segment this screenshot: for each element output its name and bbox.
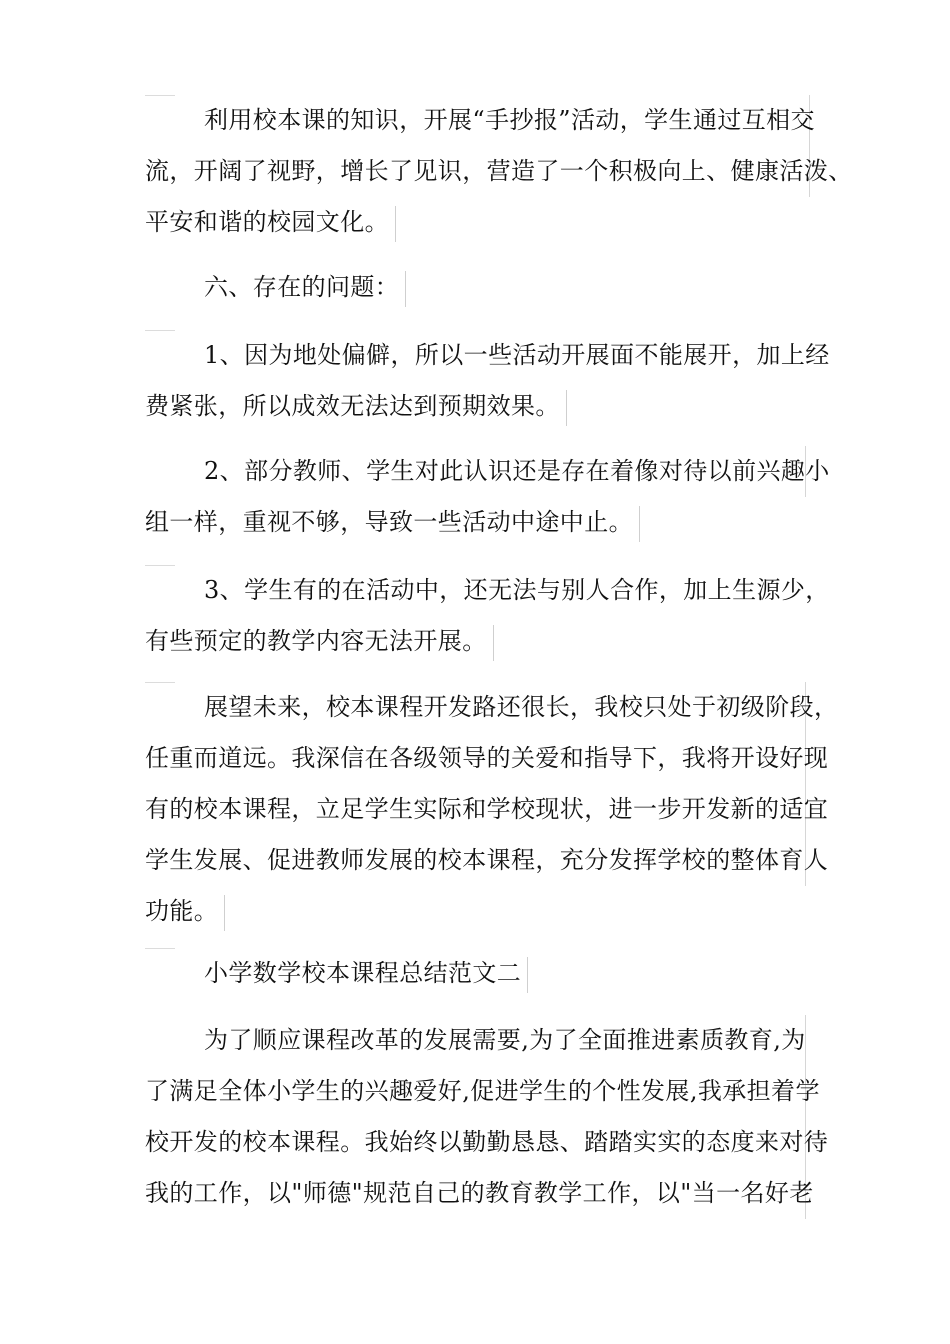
text-line: 平安和谐的校园文化。	[145, 197, 810, 248]
text-line: 六、存在的问题：	[145, 262, 810, 313]
paragraph	[145, 446, 830, 548]
text-line: 费紧张，所以成效无法达到预期效果。	[145, 381, 810, 432]
text-line: 1、因为地处偏僻，所以一些活动开展面不能展开，加上经	[204, 341, 830, 369]
text-line: 功能。	[145, 886, 810, 937]
paragraph	[145, 1015, 829, 1219]
text-line: 我的工作，以"师德"规范自己的教育教学工作，以"当一名好老	[145, 1179, 814, 1207]
section-title	[145, 948, 810, 999]
paragraph	[145, 95, 853, 248]
text-line: 小学数学校本课程总结范文二	[145, 948, 810, 999]
text-line: 为了顺应课程改革的发展需要,为了全面推进素质教育,为	[204, 1026, 806, 1054]
text-line: 组一样，重视不够，导致一些活动中途中止。	[145, 497, 810, 548]
paragraph	[145, 565, 830, 667]
text-line: 了满足全体小学生的兴趣爱好,促进学生的个性发展,我承担着学	[145, 1077, 820, 1105]
text-line: 学生发展、促进教师发展的校本课程，充分发挥学校的整体育人	[145, 846, 829, 874]
text-line: 展望未来，校本课程开发路还很长，我校只处于初级阶段，	[204, 693, 839, 721]
text-line: 校开发的校本课程。我始终以勤勤恳恳、踏踏实实的态度来对待	[145, 1128, 829, 1156]
text-line: 2、部分教师、学生对此认识还是存在着像对待以前兴趣小	[204, 457, 830, 485]
text-line: 利用校本课的知识，开展“手抄报”活动，学生通过互相交	[204, 106, 815, 134]
section-heading	[145, 262, 810, 313]
text-line: 流，开阔了视野，增长了见识，营造了一个积极向上、健康活泼、	[145, 157, 853, 185]
text-line: 任重而道远。我深信在各级领导的关爱和指导下，我将开设好现	[145, 744, 829, 772]
text-line: 3、学生有的在活动中，还无法与别人合作，加上生源少，	[204, 576, 830, 604]
text-line: 有的校本课程，立足学生实际和学校现状，进一步开发新的适宜	[145, 795, 829, 823]
paragraph	[145, 682, 839, 937]
paragraph	[145, 330, 830, 432]
text-line: 有些预定的教学内容无法开展。	[145, 616, 810, 667]
